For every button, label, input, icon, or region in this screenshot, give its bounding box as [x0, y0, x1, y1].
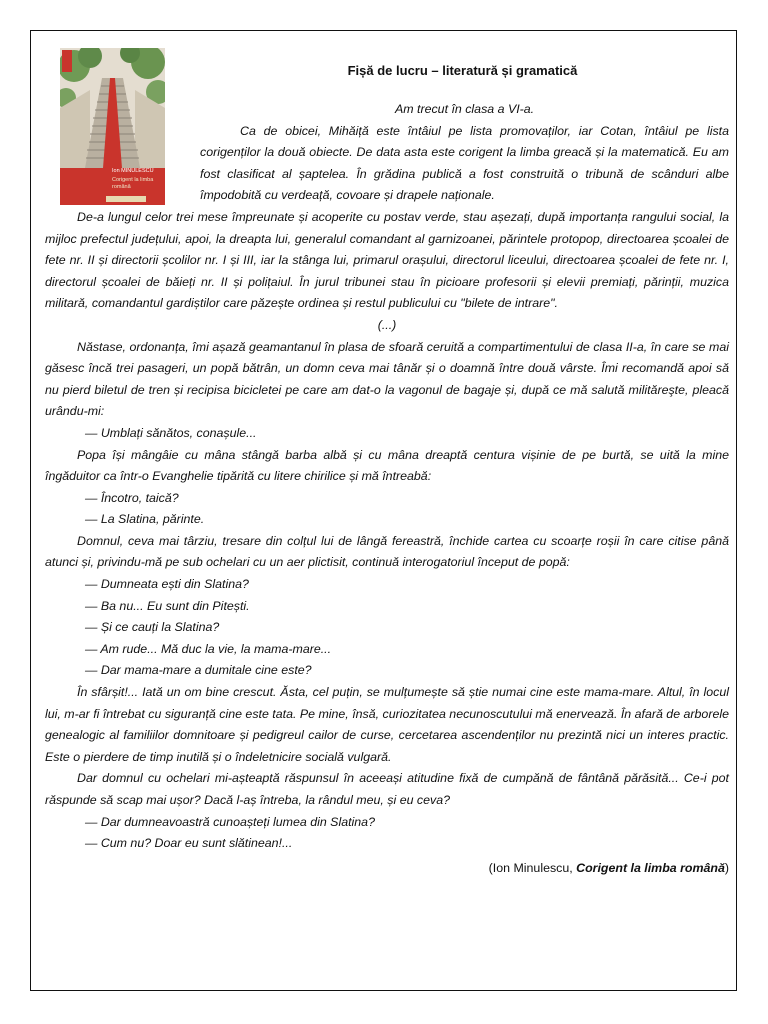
dialogue-line: — Cum nu? Doar eu sunt slătinean!... — [85, 836, 293, 851]
citation-close: ) — [724, 860, 729, 875]
citation-work-title: Corigent la limba română — [576, 860, 725, 875]
dialogue-line: — Dar mama-mare a dumitale cine este? — [85, 663, 312, 678]
citation — [45, 858, 729, 880]
dialogue-line: — Umblați sănătos, conașule... — [85, 425, 257, 440]
paragraph: Popa își mângâie cu mâna stângă barba albă și cu mâna dreaptă centura vișinie de pe burtă, se uită la mine îngăduitor ca într-o Evanghelie tipărită cu litere chirilice și mă întreabă: — [45, 447, 729, 484]
paragraph: Domnul, ceva mai târziu, tresare din colțul lui de lângă fereastră, închide cartea cu scoarțe roșii în care citise până atunci și, privindu-mă pe sub ochelari cu un aer plictisit, continuă interogatoriul început de popă: — [45, 533, 729, 570]
paragraph: Năstase, ordonanța, îmi așază geamantanul în plasa de sfoară ceruită a compartimentului de clasa II-a, în care se mai găsesc încă trei pasageri, un popă bătrân, un domn ceva mai tânăr și o doamnă între două vârste. Îmi recomandă apoi să nu pierd biletul de tren și recipisa bicicletei pe care am dat-o la vagonul de bagaje și, după ce mă salută milităreşte, pleacă urându-mi: — [45, 339, 729, 419]
paragraph: Ca de obicei, Mihăiță este întâiul pe lista promovaților, iar Cotan, întâiul pe lista corigenților la două obiecte. De data asta este corigent la limba greacă și la matematică. Eu am fost clasificat al șaptelea. În grădina publică a fost construită o tribună de scânduri albe împodobită cu verdeață, covoare și drapele naționale. — [200, 123, 729, 203]
page-title: Fișă de lucru – literatură și gramatică — [347, 63, 578, 78]
ellipsis-marker: (...) — [377, 317, 397, 332]
book-cover-author: Ion MINULESCU — [112, 168, 154, 174]
paragraph: Am trecut în clasa a VI-a. — [395, 102, 535, 116]
paragraph: În sfârșit!... Iată un om bine crescut. Ăsta, cel puțin, se mulțumește să știe numai cine este mama-mare. Altul, în locul lui, m-ar fi întrebat cu siguranță cine este tata. Pe mine, însă, curiozitatea necunoscutului mă enervează. În afară de arborele genealogic al familiilor domnitoare și pedigreul cailor de curse, cercetarea ascendenților nu prezintă nici un interes practic. Este o pierdere de timp inutilă și o îndeletnicire socială vulgară. — [45, 685, 729, 764]
dialogue-line: — Dumneata ești din Slatina? — [85, 577, 249, 592]
dialogue-line: — Dar dumneavoastră cunoașteți lumea din Slatina? — [85, 814, 375, 829]
dialogue-line: — Încotro, taică? — [85, 490, 179, 505]
paragraph: Dar domnul cu ochelari mi-așteaptă răspunsul în aceeași atitudine fixă de cumpănă de fântână părăsită... Ce-i pot răspunde să scap mai ușor? Dacă l-aș întreba, la rândul meu, și eu ceva? — [45, 771, 729, 807]
dialogue-line: — Și ce cauți la Slatina? — [85, 620, 220, 635]
paragraph: De-a lungul celor trei mese împreunate și acoperite cu postav verde, stau așezați, după importanța rangului social, la mijloc prefectul județului, apoi, la dreapta lui, generalul comandant al garnizoanei, părintele protopop, directoarea școalei de fete nr. II și directorii școlilor nr. I și III, iar la stânga lui, primarul orașului, directorul liceului, directoarea școalei de fete nr. I, directorul școalei de băieți nr. II și polițaiul. În jurul tribunei stau în picioare profesorii și elevii premiați, părinții, muzica militară, comandantul gardiștilor care păzește ordinea și restul publicului cu "bilete de intrare". — [45, 209, 729, 311]
dialogue-line: — Ba nu... Eu sunt din Pitești. — [85, 598, 250, 613]
book-cover-title: Corigent la limba română — [112, 177, 154, 190]
literary-text — [45, 99, 729, 879]
citation-author: (Ion Minulescu, — [488, 860, 577, 875]
cover-spacer — [45, 99, 200, 201]
dialogue-line: — La Slatina, părinte. — [85, 512, 205, 527]
dialogue-line: — Am rude... Mă duc la vie, la mama-mare... — [85, 641, 332, 656]
